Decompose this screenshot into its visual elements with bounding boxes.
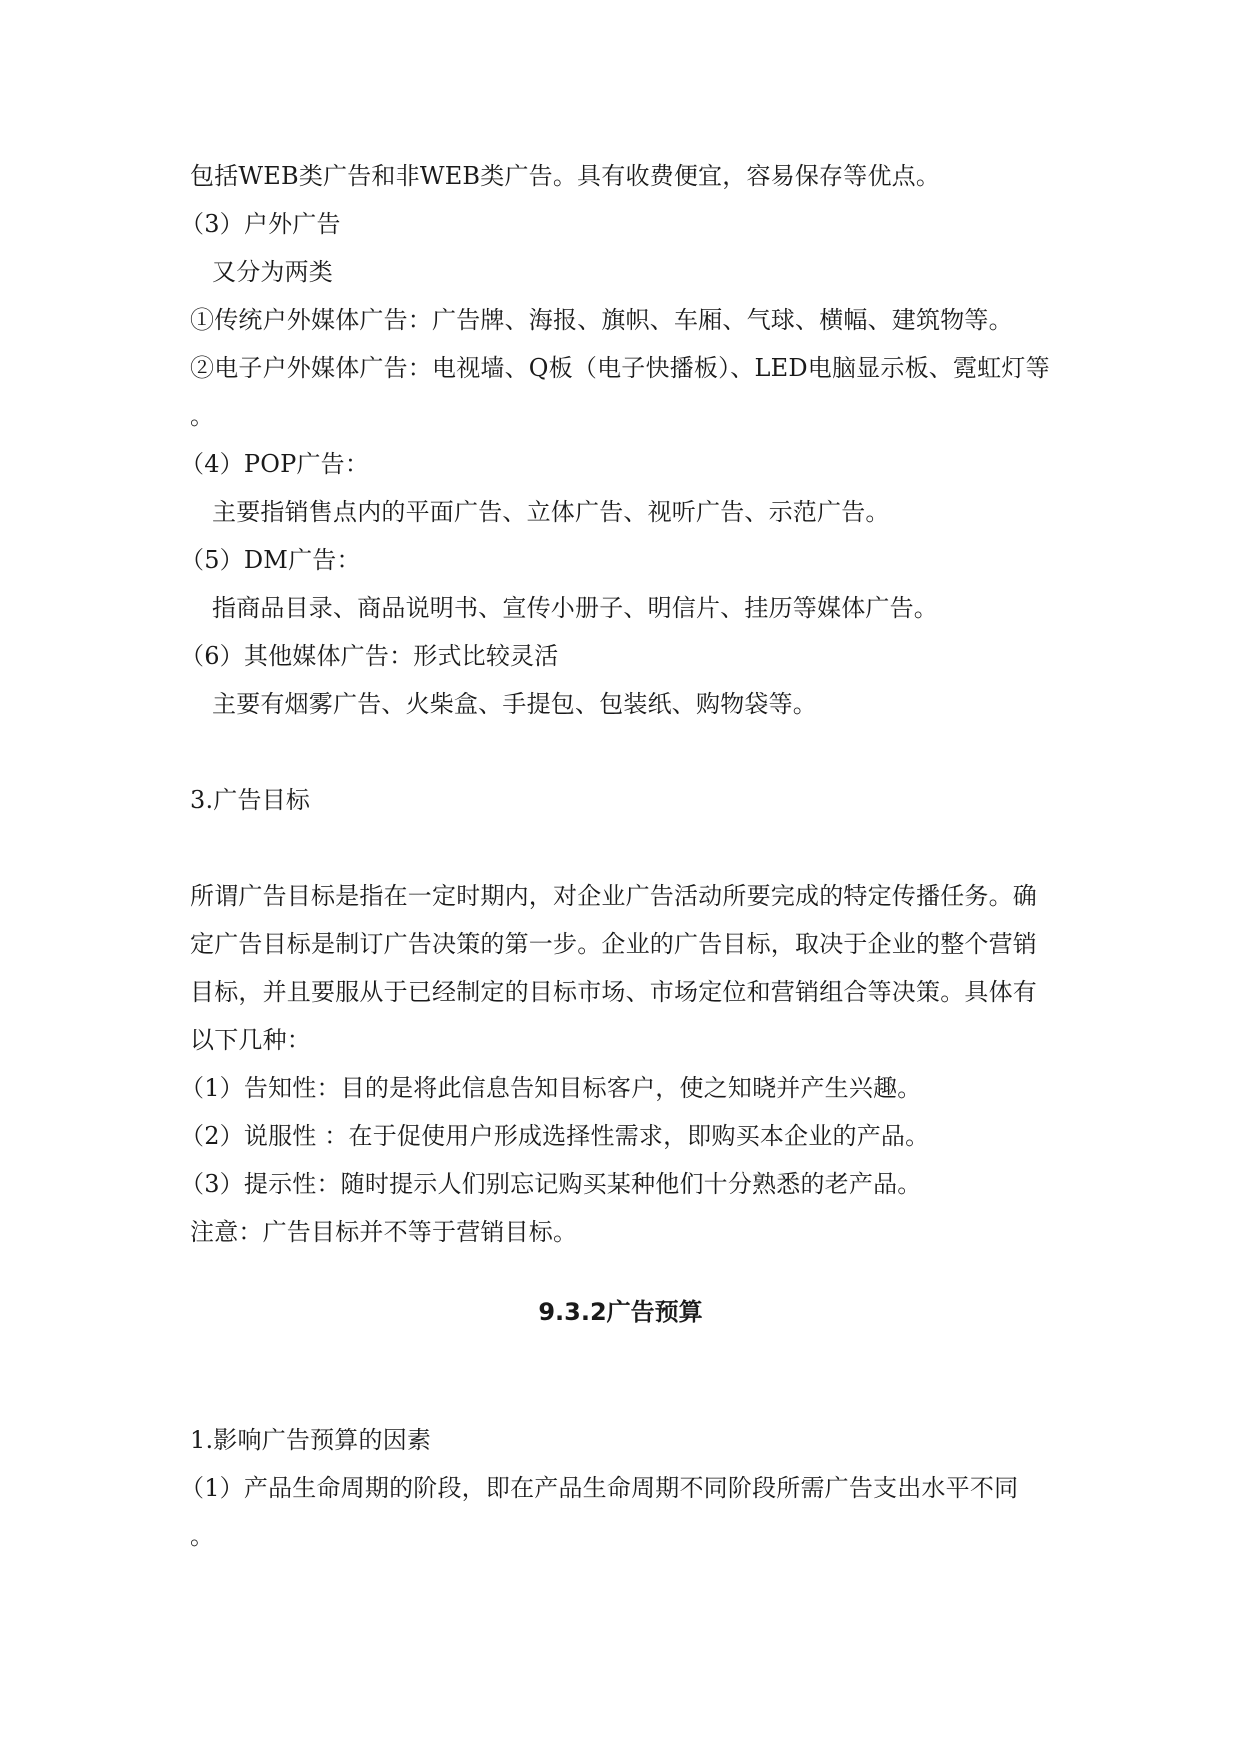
budget-factor-lifecycle-end: 。 [190, 1522, 215, 1550]
objectives-paragraph-line-4: 以下几种： [190, 1026, 311, 1054]
objective-inform: （1）告知性：目的是将此信息告知目标客户，使之知晓并产生兴趣。 [180, 1074, 922, 1102]
objective-persuade: （2）说服性 ：在于促使用户形成选择性需求，即购买本企业的产品。 [180, 1122, 930, 1150]
budget-factors-title: 1.影响广告预算的因素 [190, 1426, 432, 1454]
pop-description: 主要指销售点内的平面广告、立体广告、视听广告、示范广告。 [212, 498, 890, 526]
item-pop-ads: （4）POP广告： [180, 450, 370, 478]
objective-remind: （3）提示性：随时提示人们别忘记购买某种他们十分熟悉的老产品。 [180, 1170, 922, 1198]
item-other-ads: （6）其他媒体广告：形式比较灵活 [180, 642, 559, 670]
section-ad-objectives: 3.广告目标 [190, 786, 311, 814]
dm-description: 指商品目录、商品说明书、宣传小册子、明信片、挂历等媒体广告。 [212, 594, 938, 622]
paragraph-web-ads: 包括WEB类广告和非WEB类广告。具有收费便宜，容易保存等优点。 [190, 162, 941, 190]
item-dm-ads: （5）DM广告： [180, 546, 361, 574]
outdoor-traditional: ①传统户外媒体广告：广告牌、海报、旗帜、车厢、气球、横幅、建筑物等。 [190, 306, 1013, 334]
objectives-note: 注意：广告目标并不等于营销目标。 [190, 1218, 578, 1246]
budget-factor-lifecycle: （1）产品生命周期的阶段，即在产品生命周期不同阶段所需广告支出水平不同 [180, 1474, 1019, 1502]
objectives-paragraph-line-1: 所谓广告目标是指在一定时期内，对企业广告活动所要完成的特定传播任务。确 [190, 882, 1037, 910]
item-outdoor-ads: （3）户外广告 [180, 210, 341, 238]
outdoor-subtitle: 又分为两类 [212, 258, 333, 286]
outdoor-electronic-end: 。 [190, 402, 215, 430]
other-description: 主要有烟雾广告、火柴盒、手提包、包装纸、购物袋等。 [212, 690, 817, 718]
outdoor-electronic: ②电子户外媒体广告：电视墙、Q板（电子快播板）、LED电脑显示板、霓虹灯等 [190, 354, 1050, 382]
section-heading-budget: 9.3.2广告预算 [538, 1298, 703, 1326]
objectives-paragraph-line-2: 定广告目标是制订广告决策的第一步。企业的广告目标，取决于企业的整个营销 [190, 930, 1037, 958]
objectives-paragraph-line-3: 目标，并且要服从于已经制定的目标市场、市场定位和营销组合等决策。具体有 [190, 978, 1037, 1006]
